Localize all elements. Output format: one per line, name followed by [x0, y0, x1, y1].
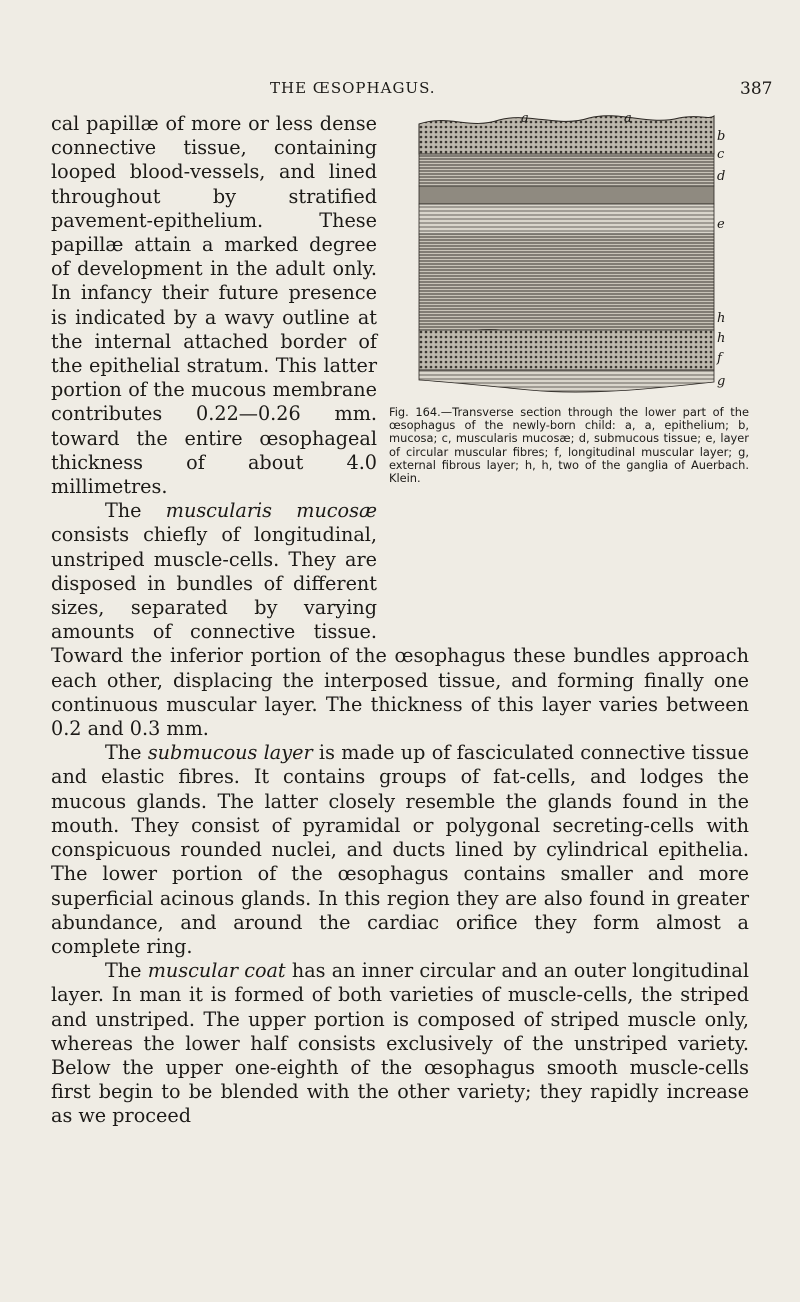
label-c: c — [717, 147, 725, 162]
circular-muscle-layer — [419, 234, 714, 330]
submucous-layer — [419, 204, 714, 234]
label-g: g — [717, 374, 726, 389]
figure-164 — [389, 110, 749, 640]
label-h2: h — [717, 331, 726, 346]
paragraph-2: The muscularis mucosæ consists chiefly of longitudinal, unstriped muscle-cells. They are disposed in bundles of different sizes, separated by varying amounts of connective tissue. Toward the inferior portion of the œsophagus these bundles approach each other, displacing the interposed tissue, and forming finally one continuous muscular layer. The thickness of this layer varies between 0.2 and 0.3 mm. — [51, 499, 749, 741]
label-d: d — [717, 169, 726, 184]
label-h1: h — [717, 311, 726, 326]
term-muscularis-mucosae: muscularis mucosæ — [165, 499, 377, 523]
term-submucous-layer: submucous layer — [147, 741, 313, 765]
label-e: e — [717, 217, 725, 232]
paragraph-4: The muscular coat has an inner circular and an outer longitudinal layer. In man it is formed of both varieties of muscle-cells, the striped and unstriped. The upper portion is composed of striped muscle only, whereas the lower half consists exclusively of the unstriped variety. Below the upper one-eighth of the œsophagus smooth muscle-cells first begin to be blended with the other variety; they rapidly increase as we proceed — [51, 959, 749, 1128]
term-muscular-coat: muscular coat — [147, 959, 286, 983]
running-title: THE ŒSOPHAGUS. — [270, 79, 436, 97]
mucosa-layer — [419, 154, 714, 186]
label-f: f — [717, 351, 722, 366]
label-a1: a — [521, 111, 529, 126]
page-number: 387 — [740, 79, 773, 99]
body-text — [51, 112, 749, 1129]
label-b: b — [717, 129, 726, 144]
muscularis-mucosae-layer — [419, 186, 714, 204]
paragraph-3: The submucous layer is made up of fasciculated connective tissue and elastic fibres. It contains groups of fat-cells, and lodges the mucous glands. The latter closely resemble the glands found in the mouth. They consist of pyramidal or polygonal secreting-cells with conspicuous rounded nuclei, and ducts lined by cylindrical epithelia. The lower portion of the œsophagus contains smaller and more superficial acinous glands. In this region they are also found in greater abundance, and around the cardiac orifice they form almost a complete ring. — [51, 741, 749, 958]
figure-caption: Fig. 164.—Transverse section through the lower part of the œsophagus of the newly-born child: a, a, epithelium; b, mucosa; c, muscularis mucosæ; d, submucous tissue; e, layer of circular muscular fibres; f, longitudinal muscular layer; g, external fibrous layer; h, h, two of the ganglia of Auerbach. Klein. — [389, 405, 749, 486]
label-a2: a — [624, 111, 632, 126]
paragraph-1: cal papillæ of more or less dense connective tissue, containing looped blood-vessels, and lined throughout by stratified pavement-epithelium. These papillæ attain a marked degree of development in the adult only. In infancy their future presence is indicated by a wavy outline at the internal attached border of the epithelial stratum. This latter portion of the mucous membrane contributes 0.22—0.26 mm. toward the entire œsophageal thickness of about 4.0 millimetres. — [51, 112, 377, 499]
longitudinal-muscle-layer — [419, 330, 714, 370]
oesophagus-section-illustration — [409, 110, 729, 400]
